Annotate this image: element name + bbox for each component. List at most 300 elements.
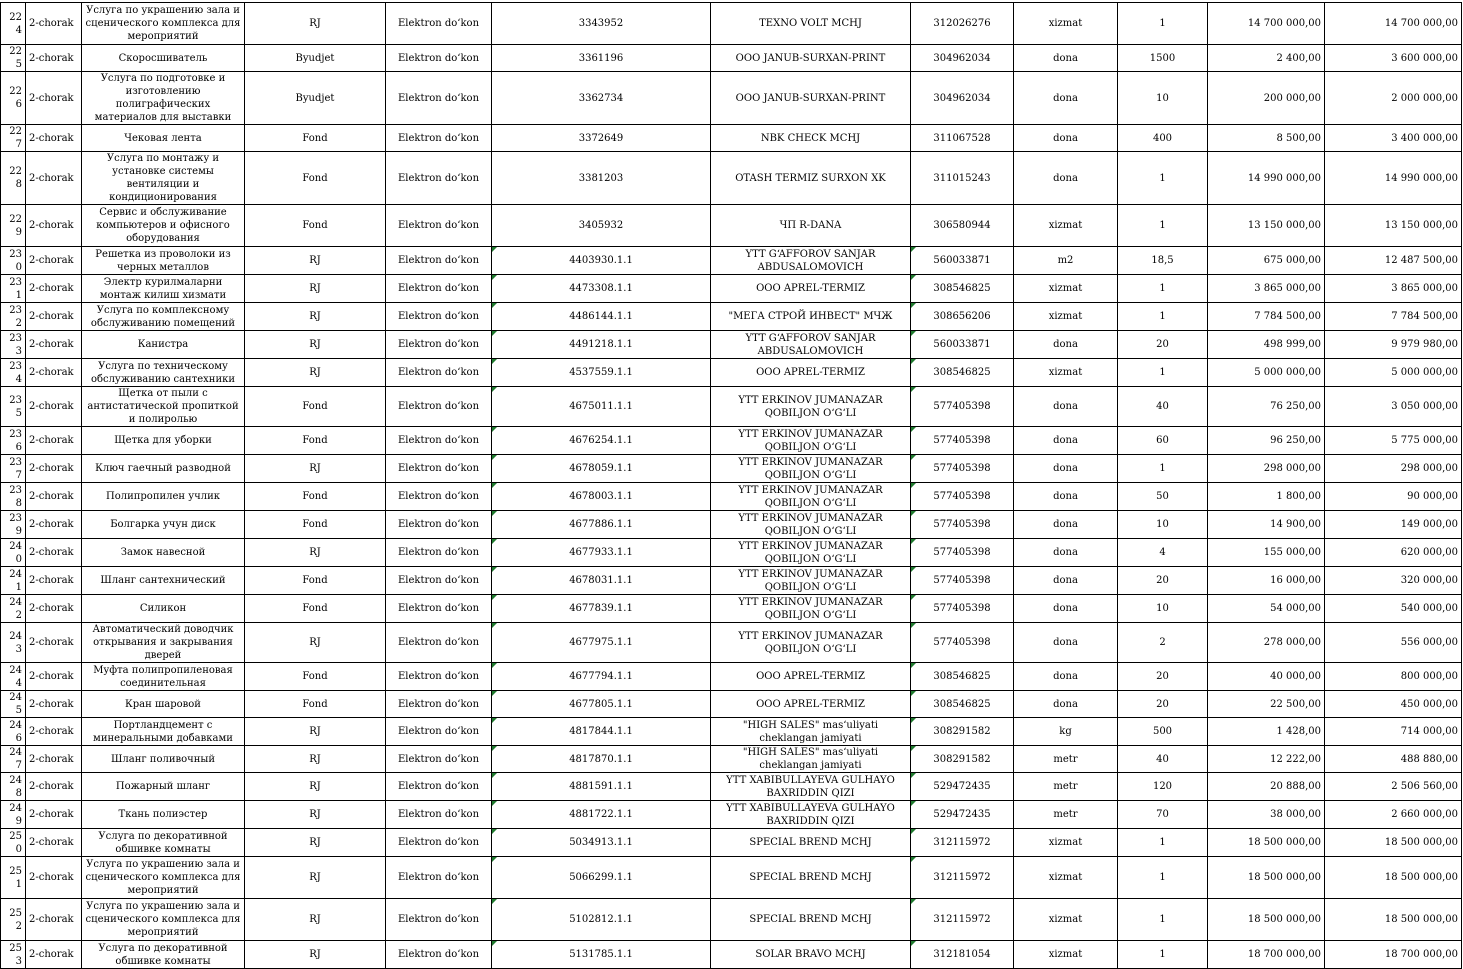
tax-id-cell[interactable]: 308291582 (911, 718, 1014, 746)
funding-source-cell[interactable]: RJ (245, 829, 386, 857)
quarter-cell[interactable]: 2-chorak (26, 3, 82, 45)
total-amount-cell[interactable]: 18 700 000,00 (1325, 941, 1462, 969)
quarter-cell[interactable]: 2-chorak (26, 511, 82, 539)
quantity-cell[interactable]: 4 (1118, 539, 1208, 567)
supplier-cell[interactable]: SOLAR BRAVO MCHJ (711, 941, 911, 969)
unit-cell[interactable]: dona (1014, 483, 1118, 511)
row-number-cell[interactable]: 247 (1, 746, 26, 773)
lot-number-cell[interactable]: 3343952 (492, 3, 711, 45)
lot-number-cell[interactable]: 4473308.1.1 (492, 275, 711, 303)
supplier-cell[interactable]: YTT XABIBULLAYEVA GULHAYO BAXRIDDIN QIZI (711, 801, 911, 829)
funding-source-cell[interactable]: RJ (245, 623, 386, 663)
lot-number-cell[interactable]: 4677839.1.1 (492, 595, 711, 623)
unit-cell[interactable]: dona (1014, 663, 1118, 691)
purchase-method-cell[interactable]: Elektron do‘kon (386, 72, 492, 125)
supplier-cell[interactable]: YTT ERKINOV JUMANAZAR QOBILJON O‘G‘LI (711, 427, 911, 455)
tax-id-cell[interactable]: 577405398 (911, 387, 1014, 427)
quarter-cell[interactable]: 2-chorak (26, 455, 82, 483)
funding-source-cell[interactable]: RJ (245, 718, 386, 746)
item-name-cell[interactable]: Шланг поливочный (82, 746, 245, 773)
tax-id-cell[interactable]: 577405398 (911, 455, 1014, 483)
lot-number-cell[interactable]: 4677933.1.1 (492, 539, 711, 567)
funding-source-cell[interactable]: Fond (245, 387, 386, 427)
funding-source-cell[interactable]: Fond (245, 125, 386, 152)
quarter-cell[interactable]: 2-chorak (26, 205, 82, 247)
total-amount-cell[interactable]: 18 500 000,00 (1325, 829, 1462, 857)
lot-number-cell[interactable]: 3405932 (492, 205, 711, 247)
supplier-cell[interactable]: ООО JANUB-SURXAN-PRINT (711, 72, 911, 125)
supplier-cell[interactable]: "HIGH SALES" mas‘uliyati cheklangan jamiyati (711, 718, 911, 746)
row-number-cell[interactable]: 250 (1, 829, 26, 857)
tax-id-cell[interactable]: 529472435 (911, 773, 1014, 801)
unit-price-cell[interactable]: 14 700 000,00 (1208, 3, 1325, 45)
unit-cell[interactable]: xizmat (1014, 829, 1118, 857)
unit-cell[interactable]: xizmat (1014, 205, 1118, 247)
unit-cell[interactable]: metr (1014, 773, 1118, 801)
row-number-cell[interactable]: 228 (1, 152, 26, 205)
tax-id-cell[interactable]: 312115972 (911, 829, 1014, 857)
unit-price-cell[interactable]: 12 222,00 (1208, 746, 1325, 773)
unit-price-cell[interactable]: 278 000,00 (1208, 623, 1325, 663)
funding-source-cell[interactable]: RJ (245, 941, 386, 969)
lot-number-cell[interactable]: 4675011.1.1 (492, 387, 711, 427)
quantity-cell[interactable]: 10 (1118, 595, 1208, 623)
quantity-cell[interactable]: 1 (1118, 275, 1208, 303)
quantity-cell[interactable]: 50 (1118, 483, 1208, 511)
lot-number-cell[interactable]: 4678003.1.1 (492, 483, 711, 511)
lot-number-cell[interactable]: 5034913.1.1 (492, 829, 711, 857)
quarter-cell[interactable]: 2-chorak (26, 801, 82, 829)
tax-id-cell[interactable]: 311067528 (911, 125, 1014, 152)
funding-source-cell[interactable]: Fond (245, 567, 386, 595)
supplier-cell[interactable]: ООО APREL-TERMIZ (711, 359, 911, 387)
supplier-cell[interactable]: SPECIAL BREND MCHJ (711, 829, 911, 857)
unit-cell[interactable]: dona (1014, 595, 1118, 623)
quarter-cell[interactable]: 2-chorak (26, 247, 82, 275)
row-number-cell[interactable]: 243 (1, 623, 26, 663)
row-number-cell[interactable]: 251 (1, 857, 26, 899)
quantity-cell[interactable]: 1 (1118, 152, 1208, 205)
unit-price-cell[interactable]: 1 428,00 (1208, 718, 1325, 746)
unit-price-cell[interactable]: 200 000,00 (1208, 72, 1325, 125)
tax-id-cell[interactable]: 560033871 (911, 331, 1014, 359)
unit-price-cell[interactable]: 18 500 000,00 (1208, 857, 1325, 899)
unit-price-cell[interactable]: 20 888,00 (1208, 773, 1325, 801)
row-number-cell[interactable]: 238 (1, 483, 26, 511)
quarter-cell[interactable]: 2-chorak (26, 941, 82, 969)
funding-source-cell[interactable]: Byudjet (245, 45, 386, 72)
unit-cell[interactable]: dona (1014, 125, 1118, 152)
tax-id-cell[interactable]: 577405398 (911, 511, 1014, 539)
total-amount-cell[interactable]: 488 880,00 (1325, 746, 1462, 773)
total-amount-cell[interactable]: 9 979 980,00 (1325, 331, 1462, 359)
funding-source-cell[interactable]: RJ (245, 275, 386, 303)
quantity-cell[interactable]: 1 (1118, 899, 1208, 941)
quarter-cell[interactable]: 2-chorak (26, 125, 82, 152)
lot-number-cell[interactable]: 3362734 (492, 72, 711, 125)
item-name-cell[interactable]: Услуга по украшению зала и сценического комплекса для мероприятий (82, 3, 245, 45)
quantity-cell[interactable]: 1 (1118, 359, 1208, 387)
unit-cell[interactable]: xizmat (1014, 857, 1118, 899)
quarter-cell[interactable]: 2-chorak (26, 72, 82, 125)
item-name-cell[interactable]: Портландцемент с минеральными добавками (82, 718, 245, 746)
quantity-cell[interactable]: 1 (1118, 829, 1208, 857)
unit-price-cell[interactable]: 5 000 000,00 (1208, 359, 1325, 387)
unit-cell[interactable]: xizmat (1014, 941, 1118, 969)
quantity-cell[interactable]: 20 (1118, 567, 1208, 595)
item-name-cell[interactable]: Услуга по подготовке и изготовлению полиграфических материалов для выставки (82, 72, 245, 125)
quarter-cell[interactable]: 2-chorak (26, 303, 82, 331)
unit-price-cell[interactable]: 298 000,00 (1208, 455, 1325, 483)
purchase-method-cell[interactable]: Elektron do‘kon (386, 205, 492, 247)
funding-source-cell[interactable]: RJ (245, 746, 386, 773)
lot-number-cell[interactable]: 5066299.1.1 (492, 857, 711, 899)
quantity-cell[interactable]: 40 (1118, 387, 1208, 427)
supplier-cell[interactable]: "HIGH SALES" mas‘uliyati cheklangan jamiyati (711, 746, 911, 773)
unit-cell[interactable]: dona (1014, 387, 1118, 427)
item-name-cell[interactable]: Пожарный шланг (82, 773, 245, 801)
total-amount-cell[interactable]: 13 150 000,00 (1325, 205, 1462, 247)
unit-cell[interactable]: dona (1014, 331, 1118, 359)
quantity-cell[interactable]: 10 (1118, 511, 1208, 539)
unit-price-cell[interactable]: 18 700 000,00 (1208, 941, 1325, 969)
purchase-method-cell[interactable]: Elektron do‘kon (386, 746, 492, 773)
total-amount-cell[interactable]: 12 487 500,00 (1325, 247, 1462, 275)
quantity-cell[interactable]: 1 (1118, 303, 1208, 331)
unit-price-cell[interactable]: 2 400,00 (1208, 45, 1325, 72)
quantity-cell[interactable]: 400 (1118, 125, 1208, 152)
funding-source-cell[interactable]: RJ (245, 857, 386, 899)
purchase-method-cell[interactable]: Elektron do‘kon (386, 539, 492, 567)
quarter-cell[interactable]: 2-chorak (26, 899, 82, 941)
tax-id-cell[interactable]: 308546825 (911, 359, 1014, 387)
tax-id-cell[interactable]: 577405398 (911, 539, 1014, 567)
funding-source-cell[interactable]: RJ (245, 331, 386, 359)
supplier-cell[interactable]: YTT G‘AFFOROV SANJAR ABDUSALOMOVICH (711, 247, 911, 275)
quantity-cell[interactable]: 1 (1118, 205, 1208, 247)
item-name-cell[interactable]: Муфта полипропиленовая соединительная (82, 663, 245, 691)
funding-source-cell[interactable]: RJ (245, 899, 386, 941)
purchase-method-cell[interactable]: Elektron do‘kon (386, 857, 492, 899)
purchase-method-cell[interactable]: Elektron do‘kon (386, 359, 492, 387)
item-name-cell[interactable]: Решетка из проволоки из черных металлов (82, 247, 245, 275)
total-amount-cell[interactable]: 149 000,00 (1325, 511, 1462, 539)
supplier-cell[interactable]: TEXNO VOLT MCHJ (711, 3, 911, 45)
row-number-cell[interactable]: 236 (1, 427, 26, 455)
row-number-cell[interactable]: 240 (1, 539, 26, 567)
purchase-method-cell[interactable]: Elektron do‘kon (386, 691, 492, 718)
lot-number-cell[interactable]: 4817870.1.1 (492, 746, 711, 773)
total-amount-cell[interactable]: 320 000,00 (1325, 567, 1462, 595)
quantity-cell[interactable]: 18,5 (1118, 247, 1208, 275)
tax-id-cell[interactable]: 577405398 (911, 623, 1014, 663)
item-name-cell[interactable]: Услуга по комплексному обслуживанию помещений (82, 303, 245, 331)
unit-price-cell[interactable]: 14 900,00 (1208, 511, 1325, 539)
purchase-method-cell[interactable]: Elektron do‘kon (386, 595, 492, 623)
tax-id-cell[interactable]: 577405398 (911, 595, 1014, 623)
row-number-cell[interactable]: 225 (1, 45, 26, 72)
total-amount-cell[interactable]: 620 000,00 (1325, 539, 1462, 567)
unit-price-cell[interactable]: 498 999,00 (1208, 331, 1325, 359)
tax-id-cell[interactable]: 308656206 (911, 303, 1014, 331)
unit-cell[interactable]: xizmat (1014, 303, 1118, 331)
funding-source-cell[interactable]: Fond (245, 663, 386, 691)
unit-price-cell[interactable]: 3 865 000,00 (1208, 275, 1325, 303)
row-number-cell[interactable]: 244 (1, 663, 26, 691)
lot-number-cell[interactable]: 4817844.1.1 (492, 718, 711, 746)
total-amount-cell[interactable]: 5 000 000,00 (1325, 359, 1462, 387)
quarter-cell[interactable]: 2-chorak (26, 539, 82, 567)
funding-source-cell[interactable]: Fond (245, 595, 386, 623)
supplier-cell[interactable]: ООО APREL-TERMIZ (711, 691, 911, 718)
lot-number-cell[interactable]: 4677794.1.1 (492, 663, 711, 691)
supplier-cell[interactable]: YTT ERKINOV JUMANAZAR QOBILJON O‘G‘LI (711, 623, 911, 663)
total-amount-cell[interactable]: 7 784 500,00 (1325, 303, 1462, 331)
lot-number-cell[interactable]: 4881722.1.1 (492, 801, 711, 829)
supplier-cell[interactable]: YTT ERKINOV JUMANAZAR QOBILJON O‘G‘LI (711, 595, 911, 623)
row-number-cell[interactable]: 230 (1, 247, 26, 275)
item-name-cell[interactable]: Полипропилен учлик (82, 483, 245, 511)
unit-price-cell[interactable]: 22 500,00 (1208, 691, 1325, 718)
tax-id-cell[interactable]: 311015243 (911, 152, 1014, 205)
lot-number-cell[interactable]: 4676254.1.1 (492, 427, 711, 455)
lot-number-cell[interactable]: 4537559.1.1 (492, 359, 711, 387)
unit-cell[interactable]: metr (1014, 801, 1118, 829)
quantity-cell[interactable]: 20 (1118, 331, 1208, 359)
purchase-method-cell[interactable]: Elektron do‘kon (386, 427, 492, 455)
funding-source-cell[interactable]: RJ (245, 773, 386, 801)
row-number-cell[interactable]: 241 (1, 567, 26, 595)
item-name-cell[interactable]: Ткань полиэстер (82, 801, 245, 829)
unit-cell[interactable]: xizmat (1014, 899, 1118, 941)
supplier-cell[interactable]: ООО APREL-TERMIZ (711, 663, 911, 691)
tax-id-cell[interactable]: 577405398 (911, 427, 1014, 455)
row-number-cell[interactable]: 229 (1, 205, 26, 247)
supplier-cell[interactable]: YTT ERKINOV JUMANAZAR QOBILJON O‘G‘LI (711, 539, 911, 567)
item-name-cell[interactable]: Щетка от пыли с антистатической пропиткой и полиролью (82, 387, 245, 427)
quantity-cell[interactable]: 1 (1118, 857, 1208, 899)
funding-source-cell[interactable]: Fond (245, 152, 386, 205)
tax-id-cell[interactable]: 312026276 (911, 3, 1014, 45)
funding-source-cell[interactable]: RJ (245, 801, 386, 829)
tax-id-cell[interactable]: 308546825 (911, 691, 1014, 718)
quarter-cell[interactable]: 2-chorak (26, 595, 82, 623)
total-amount-cell[interactable]: 90 000,00 (1325, 483, 1462, 511)
quantity-cell[interactable]: 500 (1118, 718, 1208, 746)
row-number-cell[interactable]: 224 (1, 3, 26, 45)
supplier-cell[interactable]: YTT ERKINOV JUMANAZAR QOBILJON O‘G‘LI (711, 483, 911, 511)
unit-cell[interactable]: dona (1014, 152, 1118, 205)
total-amount-cell[interactable]: 5 775 000,00 (1325, 427, 1462, 455)
unit-price-cell[interactable]: 155 000,00 (1208, 539, 1325, 567)
total-amount-cell[interactable]: 2 660 000,00 (1325, 801, 1462, 829)
item-name-cell[interactable]: Услуга по украшению зала и сценического комплекса для мероприятий (82, 899, 245, 941)
supplier-cell[interactable]: NBK CHECK MCHJ (711, 125, 911, 152)
unit-price-cell[interactable]: 18 500 000,00 (1208, 829, 1325, 857)
quantity-cell[interactable]: 20 (1118, 691, 1208, 718)
quarter-cell[interactable]: 2-chorak (26, 45, 82, 72)
supplier-cell[interactable]: SPECIAL BREND MCHJ (711, 857, 911, 899)
quantity-cell[interactable]: 1 (1118, 455, 1208, 483)
funding-source-cell[interactable]: Byudjet (245, 72, 386, 125)
funding-source-cell[interactable]: RJ (245, 359, 386, 387)
total-amount-cell[interactable]: 3 600 000,00 (1325, 45, 1462, 72)
supplier-cell[interactable]: SPECIAL BREND MCHJ (711, 899, 911, 941)
purchase-method-cell[interactable]: Elektron do‘kon (386, 718, 492, 746)
lot-number-cell[interactable]: 5102812.1.1 (492, 899, 711, 941)
unit-cell[interactable]: metr (1014, 746, 1118, 773)
item-name-cell[interactable]: Электр курилмаларни монтаж килиш хизмати (82, 275, 245, 303)
item-name-cell[interactable]: Щетка для уборки (82, 427, 245, 455)
tax-id-cell[interactable]: 577405398 (911, 483, 1014, 511)
item-name-cell[interactable]: Услуга по украшению зала и сценического комплекса для мероприятий (82, 857, 245, 899)
purchase-method-cell[interactable]: Elektron do‘kon (386, 125, 492, 152)
total-amount-cell[interactable]: 714 000,00 (1325, 718, 1462, 746)
quantity-cell[interactable]: 2 (1118, 623, 1208, 663)
unit-price-cell[interactable]: 675 000,00 (1208, 247, 1325, 275)
total-amount-cell[interactable]: 800 000,00 (1325, 663, 1462, 691)
total-amount-cell[interactable]: 298 000,00 (1325, 455, 1462, 483)
purchase-method-cell[interactable]: Elektron do‘kon (386, 152, 492, 205)
unit-cell[interactable]: dona (1014, 691, 1118, 718)
item-name-cell[interactable]: Скоросшиватель (82, 45, 245, 72)
lot-number-cell[interactable]: 3372649 (492, 125, 711, 152)
row-number-cell[interactable]: 233 (1, 331, 26, 359)
total-amount-cell[interactable]: 450 000,00 (1325, 691, 1462, 718)
item-name-cell[interactable]: Услуга по техническому обслуживанию сантехники (82, 359, 245, 387)
item-name-cell[interactable]: Услуга по монтажу и установке системы вентиляции и кондиционирования (82, 152, 245, 205)
unit-cell[interactable]: dona (1014, 72, 1118, 125)
unit-price-cell[interactable]: 18 500 000,00 (1208, 899, 1325, 941)
row-number-cell[interactable]: 235 (1, 387, 26, 427)
quarter-cell[interactable]: 2-chorak (26, 829, 82, 857)
lot-number-cell[interactable]: 4491218.1.1 (492, 331, 711, 359)
quarter-cell[interactable]: 2-chorak (26, 359, 82, 387)
tax-id-cell[interactable]: 529472435 (911, 801, 1014, 829)
row-number-cell[interactable]: 253 (1, 941, 26, 969)
item-name-cell[interactable]: Услуга по декоративной обшивке комнаты (82, 829, 245, 857)
quantity-cell[interactable]: 70 (1118, 801, 1208, 829)
lot-number-cell[interactable]: 4881591.1.1 (492, 773, 711, 801)
supplier-cell[interactable]: ЧП R-DANA (711, 205, 911, 247)
quarter-cell[interactable]: 2-chorak (26, 331, 82, 359)
tax-id-cell[interactable]: 308546825 (911, 663, 1014, 691)
supplier-cell[interactable]: ООО APREL-TERMIZ (711, 275, 911, 303)
supplier-cell[interactable]: YTT ERKINOV JUMANAZAR QOBILJON O‘G‘LI (711, 567, 911, 595)
funding-source-cell[interactable]: RJ (245, 539, 386, 567)
lot-number-cell[interactable]: 4403930.1.1 (492, 247, 711, 275)
quarter-cell[interactable]: 2-chorak (26, 152, 82, 205)
unit-cell[interactable]: dona (1014, 45, 1118, 72)
funding-source-cell[interactable]: RJ (245, 3, 386, 45)
funding-source-cell[interactable]: Fond (245, 691, 386, 718)
row-number-cell[interactable]: 227 (1, 125, 26, 152)
lot-number-cell[interactable]: 4486144.1.1 (492, 303, 711, 331)
tax-id-cell[interactable]: 560033871 (911, 247, 1014, 275)
total-amount-cell[interactable]: 18 500 000,00 (1325, 857, 1462, 899)
unit-cell[interactable]: dona (1014, 567, 1118, 595)
row-number-cell[interactable]: 234 (1, 359, 26, 387)
supplier-cell[interactable]: "МЕГА СТРОЙ ИНВЕСТ" МЧЖ (711, 303, 911, 331)
tax-id-cell[interactable]: 577405398 (911, 567, 1014, 595)
unit-price-cell[interactable]: 8 500,00 (1208, 125, 1325, 152)
unit-cell[interactable]: dona (1014, 623, 1118, 663)
purchase-method-cell[interactable]: Elektron do‘kon (386, 663, 492, 691)
quarter-cell[interactable]: 2-chorak (26, 275, 82, 303)
unit-cell[interactable]: kg (1014, 718, 1118, 746)
total-amount-cell[interactable]: 18 500 000,00 (1325, 899, 1462, 941)
quantity-cell[interactable]: 20 (1118, 663, 1208, 691)
purchase-method-cell[interactable]: Elektron do‘kon (386, 511, 492, 539)
unit-price-cell[interactable]: 96 250,00 (1208, 427, 1325, 455)
quantity-cell[interactable]: 10 (1118, 72, 1208, 125)
quarter-cell[interactable]: 2-chorak (26, 691, 82, 718)
tax-id-cell[interactable]: 312181054 (911, 941, 1014, 969)
item-name-cell[interactable]: Болгарка учун диск (82, 511, 245, 539)
supplier-cell[interactable]: ООО JANUB-SURXAN-PRINT (711, 45, 911, 72)
item-name-cell[interactable]: Канистра (82, 331, 245, 359)
unit-cell[interactable]: dona (1014, 511, 1118, 539)
purchase-method-cell[interactable]: Elektron do‘kon (386, 455, 492, 483)
purchase-method-cell[interactable]: Elektron do‘kon (386, 247, 492, 275)
lot-number-cell[interactable]: 5131785.1.1 (492, 941, 711, 969)
quarter-cell[interactable]: 2-chorak (26, 387, 82, 427)
unit-cell[interactable]: dona (1014, 539, 1118, 567)
total-amount-cell[interactable]: 14 700 000,00 (1325, 3, 1462, 45)
supplier-cell[interactable]: YTT ERKINOV JUMANAZAR QOBILJON O‘G‘LI (711, 455, 911, 483)
quarter-cell[interactable]: 2-chorak (26, 623, 82, 663)
tax-id-cell[interactable]: 312115972 (911, 857, 1014, 899)
unit-price-cell[interactable]: 7 784 500,00 (1208, 303, 1325, 331)
unit-price-cell[interactable]: 54 000,00 (1208, 595, 1325, 623)
unit-price-cell[interactable]: 40 000,00 (1208, 663, 1325, 691)
item-name-cell[interactable]: Силикон (82, 595, 245, 623)
supplier-cell[interactable]: YTT XABIBULLAYEVA GULHAYO BAXRIDDIN QIZI (711, 773, 911, 801)
lot-number-cell[interactable]: 3381203 (492, 152, 711, 205)
unit-price-cell[interactable]: 38 000,00 (1208, 801, 1325, 829)
purchase-method-cell[interactable]: Elektron do‘kon (386, 623, 492, 663)
quarter-cell[interactable]: 2-chorak (26, 857, 82, 899)
purchase-method-cell[interactable]: Elektron do‘kon (386, 3, 492, 45)
item-name-cell[interactable]: Услуга по декоративной обшивке комнаты (82, 941, 245, 969)
row-number-cell[interactable]: 246 (1, 718, 26, 746)
total-amount-cell[interactable]: 540 000,00 (1325, 595, 1462, 623)
quarter-cell[interactable]: 2-chorak (26, 718, 82, 746)
unit-price-cell[interactable]: 16 000,00 (1208, 567, 1325, 595)
total-amount-cell[interactable]: 3 400 000,00 (1325, 125, 1462, 152)
lot-number-cell[interactable]: 3361196 (492, 45, 711, 72)
funding-source-cell[interactable]: Fond (245, 205, 386, 247)
supplier-cell[interactable]: YTT ERKINOV JUMANAZAR QOBILJON O‘G‘LI (711, 511, 911, 539)
unit-cell[interactable]: xizmat (1014, 3, 1118, 45)
tax-id-cell[interactable]: 308291582 (911, 746, 1014, 773)
purchase-method-cell[interactable]: Elektron do‘kon (386, 773, 492, 801)
quantity-cell[interactable]: 120 (1118, 773, 1208, 801)
lot-number-cell[interactable]: 4678031.1.1 (492, 567, 711, 595)
item-name-cell[interactable]: Ключ гаечный разводной (82, 455, 245, 483)
item-name-cell[interactable]: Кран шаровой (82, 691, 245, 718)
total-amount-cell[interactable]: 3 050 000,00 (1325, 387, 1462, 427)
total-amount-cell[interactable]: 14 990 000,00 (1325, 152, 1462, 205)
purchase-method-cell[interactable]: Elektron do‘kon (386, 331, 492, 359)
quantity-cell[interactable]: 40 (1118, 746, 1208, 773)
supplier-cell[interactable]: YTT G‘AFFOROV SANJAR ABDUSALOMOVICH (711, 331, 911, 359)
row-number-cell[interactable]: 231 (1, 275, 26, 303)
lot-number-cell[interactable]: 4677975.1.1 (492, 623, 711, 663)
purchase-method-cell[interactable]: Elektron do‘kon (386, 275, 492, 303)
lot-number-cell[interactable]: 4678059.1.1 (492, 455, 711, 483)
unit-cell[interactable]: dona (1014, 455, 1118, 483)
